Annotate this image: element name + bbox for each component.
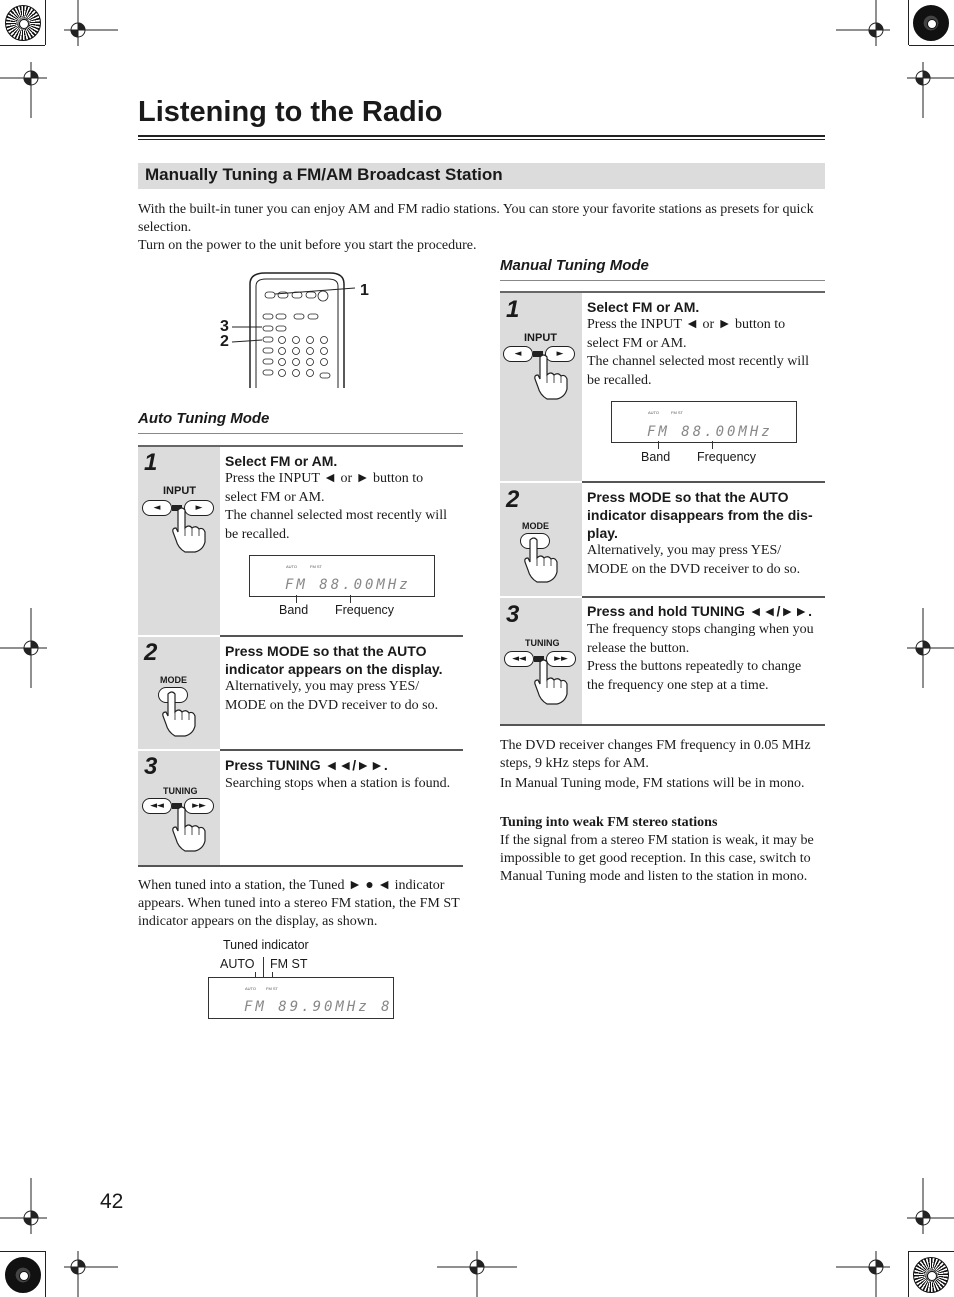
step-text [225, 470, 465, 544]
step-text [587, 316, 827, 390]
frequency-label: Frequency [335, 603, 395, 617]
callout-line [350, 595, 351, 603]
frequency-label: Frequency [697, 450, 757, 464]
paragraph-line: When tuned into a station, the Tuned ► ● ◄ indicator [138, 878, 445, 893]
callout-line [296, 595, 297, 603]
step-heading-line: Press MODE so that the AUTO [225, 643, 427, 659]
lcd-auto-indicator: AUTO [648, 410, 660, 415]
fmst-indicator-label: FM ST [270, 957, 308, 971]
step-line: MODE on the DVD receiver to do so. [225, 697, 439, 713]
title-rule [138, 139, 825, 140]
weak-stations-paragraph [500, 832, 830, 886]
step-line: Alternatively, you may press YES/ [587, 543, 782, 558]
step-separator [582, 481, 825, 483]
weak-stations-heading: Tuning into weak FM stereo stations [500, 815, 718, 830]
step-number: 1 [506, 296, 520, 323]
paragraph-line: steps, 9 kHz steps for AM. [500, 756, 649, 771]
callout-3: 3 [220, 318, 229, 335]
input-left-button-icon: ◄ [503, 346, 533, 362]
step-line: The frequency stops changing when you [587, 622, 814, 637]
step-line: the frequency one step at a time. [587, 677, 769, 693]
lcd-frequency: FM 88.00MHz [285, 577, 411, 593]
step-line: The channel selected most recently will [587, 354, 809, 369]
paragraph-line: If the signal from a stereo FM station is weak, it may be [500, 833, 814, 848]
page-title: Listening to the Radio [138, 96, 443, 128]
band-label: Band [279, 603, 309, 617]
title-rule [138, 135, 825, 137]
tuning-button-label: TUNING [163, 786, 198, 796]
step-text [225, 775, 465, 794]
step-line: be recalled. [225, 526, 290, 542]
paragraph-line: impossible to get good reception. In this case, switch to [500, 851, 811, 866]
step-text [587, 621, 827, 695]
paragraph-line: The DVD receiver changes FM frequency in 0.05 MHz [500, 738, 811, 753]
step-number: 3 [144, 753, 158, 780]
callout-line [658, 441, 659, 449]
heading-rule [138, 433, 463, 434]
intro-line: selection. [138, 220, 192, 235]
step-separator [582, 596, 825, 598]
step-line: MODE on the DVD receiver to do so. [587, 561, 801, 577]
tuning-down-button-icon: ◄◄ [142, 798, 172, 814]
lcd-auto-indicator: AUTO [286, 564, 298, 569]
lcd-frequency: FM 89.90MHz 8 [244, 999, 393, 1015]
step-line: Press the buttons repeatedly to change [587, 659, 802, 674]
tuned-indicator-label: Tuned indicator [223, 938, 309, 952]
input-right-button-icon: ► [545, 346, 575, 362]
step-number: 3 [506, 601, 520, 628]
step-text [225, 678, 465, 715]
step-heading-line: indicator disappears from the dis- [587, 507, 813, 523]
lcd-fmst-indicator: FM ST [266, 986, 278, 991]
step-separator [220, 749, 463, 751]
auto-tuning-heading: Auto Tuning Mode [138, 410, 270, 427]
lcd-frequency: FM 88.00MHz [647, 424, 773, 440]
pressing-hand-icon [170, 805, 210, 853]
step-heading: Select FM or AM. [587, 299, 700, 315]
step-line: Press the INPUT ◄ or ► button to [225, 471, 424, 486]
step-heading-line: play. [587, 525, 618, 541]
mode-button-label: MODE [160, 675, 187, 685]
input-right-button-icon: ► [184, 500, 214, 516]
step-heading: Press TUNING ◄◄/►►. [225, 757, 388, 773]
section-title: Manually Tuning a FM/AM Broadcast Station [145, 165, 503, 184]
input-button-label: INPUT [524, 332, 557, 344]
tuning-button-label: TUNING [525, 638, 560, 648]
intro-line: Turn on the power to the unit before you start the procedure. [138, 238, 477, 253]
step-number: 2 [506, 486, 520, 513]
tuned-indicator-paragraph [138, 877, 468, 931]
step-line: Alternatively, you may press YES/ [225, 679, 420, 694]
step-separator [220, 635, 463, 637]
paragraph-line: indicator appears on the display, as shown. [138, 914, 378, 929]
step-line: select FM or AM. [225, 489, 325, 505]
paragraph-line: Manual Tuning mode and listen to the station in mono. [500, 869, 808, 884]
lcd-fmst-indicator: FM ST [671, 410, 683, 415]
pressing-hand-icon [532, 353, 572, 401]
step-line: be recalled. [587, 372, 652, 388]
lcd-auto-indicator: AUTO [245, 986, 257, 991]
step-separator [500, 724, 825, 726]
step-line: Searching stops when a station is found. [225, 776, 451, 791]
step-text [587, 542, 827, 579]
step-line: Press the INPUT ◄ or ► button to [587, 317, 786, 332]
paragraph-line: appears. When tuned into a stereo FM station, the FM ST [138, 896, 460, 911]
step-heading: Select FM or AM. [225, 453, 338, 469]
intro-line: With the built-in tuner you can enjoy AM and FM radio stations. You can store your favorite stations as presets for quick [138, 202, 814, 217]
step-heading: Press and hold TUNING ◄◄/►►. [587, 603, 813, 619]
callout-2: 2 [220, 333, 229, 350]
pressing-hand-icon [170, 506, 210, 554]
step-number: 1 [144, 449, 158, 476]
tuning-up-button-icon: ►► [184, 798, 214, 814]
tuning-down-button-icon: ◄◄ [504, 651, 534, 667]
manual-tuning-heading: Manual Tuning Mode [500, 257, 649, 274]
input-left-button-icon: ◄ [142, 500, 172, 516]
manual-notes [500, 737, 830, 793]
heading-rule [500, 280, 825, 281]
page-number: 42 [100, 1190, 124, 1213]
mode-button-label: MODE [522, 521, 549, 531]
paragraph-line: In Manual Tuning mode, FM stations will be in mono. [500, 776, 805, 791]
input-button-label: INPUT [163, 485, 196, 497]
lcd-fmst-indicator: FM ST [310, 564, 322, 569]
band-label: Band [641, 450, 671, 464]
step-heading [225, 642, 465, 678]
step-line: The channel selected most recently will [225, 508, 447, 523]
step-separator [138, 865, 463, 867]
auto-indicator-label: AUTO [220, 957, 255, 971]
pressing-hand-icon [160, 690, 200, 738]
pressing-hand-icon [522, 536, 562, 584]
step-number: 2 [144, 639, 158, 666]
step-line: release the button. [587, 640, 690, 656]
callout-1: 1 [360, 282, 369, 299]
tuning-up-button-icon: ►► [546, 651, 576, 667]
step-heading-line: Press MODE so that the AUTO [587, 489, 789, 505]
callout-line [712, 441, 713, 449]
pressing-hand-icon [532, 658, 572, 706]
step-line: select FM or AM. [587, 335, 687, 351]
intro-paragraph [138, 201, 828, 255]
step-heading-line: indicator appears on the display. [225, 661, 443, 677]
step-heading [587, 488, 827, 542]
remote-control-illustration [220, 270, 360, 390]
